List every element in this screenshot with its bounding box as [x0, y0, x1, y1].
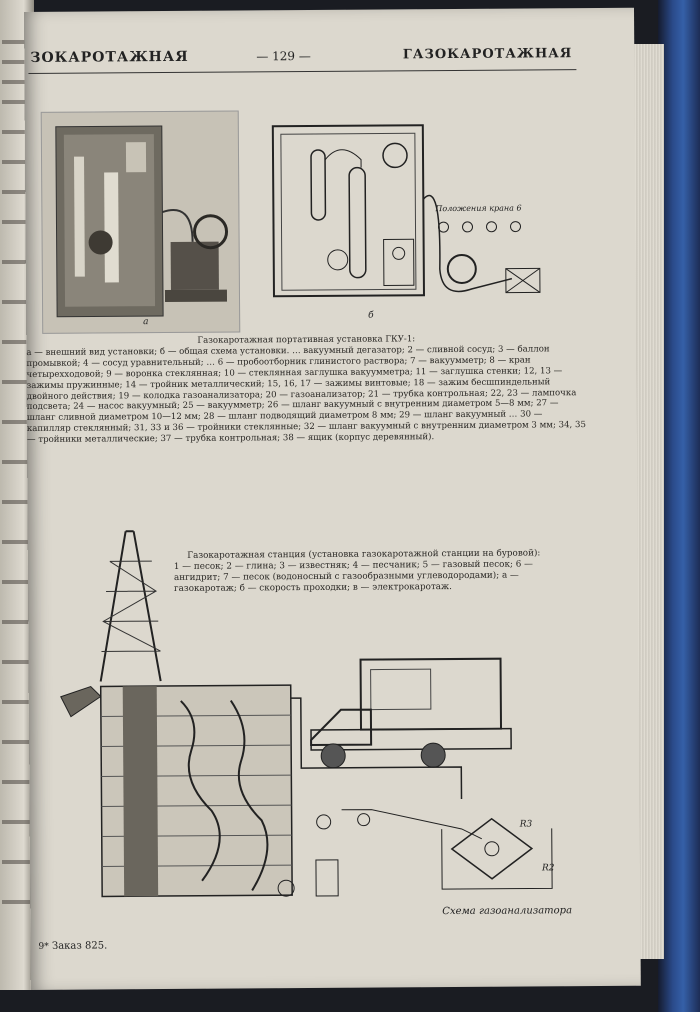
book-page [24, 8, 641, 990]
page-number: — 129 — [256, 48, 311, 64]
photo-label: а [143, 317, 149, 328]
figure2-caption [174, 548, 554, 595]
figure2-caption-body: 1 — песок; 2 — глина; 3 — известняк; 4 — песчаник; 5 — газовый песок; 6 — ангидрит; 7 — песок (водоносный с газообразными углеводородами); а — газокаротаж; б — скорость проходки; в — электрокаротаж. [173, 559, 533, 594]
header-right: ГАЗОКАРОТАЖНАЯ [402, 46, 573, 63]
unit-schematic [271, 118, 572, 325]
resistor-r3-label: R3 [519, 819, 533, 830]
figure2-caption-title: Газокаротажная станция (установка газокаротажной станции на буровой): [187, 548, 541, 561]
order-number: Заказ 825. [51, 940, 108, 952]
header-left: ЗОКАРОТАЖНАЯ [30, 48, 189, 66]
valve-positions-label: Положения крана 6 [435, 203, 522, 214]
schematic-label: б [368, 310, 374, 321]
unit-photo-drawing [42, 112, 240, 333]
scheme-caption: Схема газоанализатора [442, 905, 573, 918]
figure1-caption-body: а — внешний вид установки; б — общая схема установки. … вакуумный дегазатор; 2 — сливной сосуд; 3 — баллон промывкой; 4 — сосуд уравнительный; … 6 — пробоотборник глинистого раствора; 7 — вакуумметр; 8 — кран четырехходовой; 9 — воронка стеклянная; 10 — стеклянная заглушка вакуумметра; 11 — заглушка стенки; 12, 13 — зажимы пружинные; 14 — тройник металлический; 15, 16, 17 — зажимы винтовые; 18 — зажим бесшпиндельный двойного действия; 19 — колодка газоанализатора; 20 — газоанализатор; 21 — трубка контрольная; 22, 23 — лампочка подсвета; 24 — насос вакуумный; 25 — вакуумметр; 26 — шланг вакуумный с внутренним диаметром 5—8 мм; 27 — шланг сливной диаметром 10—12 мм; 28 — шланг подводящий диаметром 8 мм; 29 — шланг вакуумный … 30 — капилляр стеклянный; 31, 33 и 36 — тройники стеклянные; 32 — шланг вакуумный с внутренним диаметром 3 мм; 34, 35 — тройники металлические; 37 — трубка контрольная; 38 — ящик (корпус деревянный). [26, 344, 586, 446]
unit-photo [41, 111, 241, 334]
running-header [24, 46, 624, 72]
figure1-caption [26, 333, 587, 446]
book-spine [658, 0, 700, 1012]
signature-mark: 9* [38, 941, 49, 952]
figure1-caption-title: Газокаротажная портативная установка ГКУ-1: [197, 334, 416, 346]
resistor-r2-label: R2 [541, 863, 555, 874]
printer-signature [38, 940, 107, 951]
unit-schematic-drawing [271, 118, 572, 325]
